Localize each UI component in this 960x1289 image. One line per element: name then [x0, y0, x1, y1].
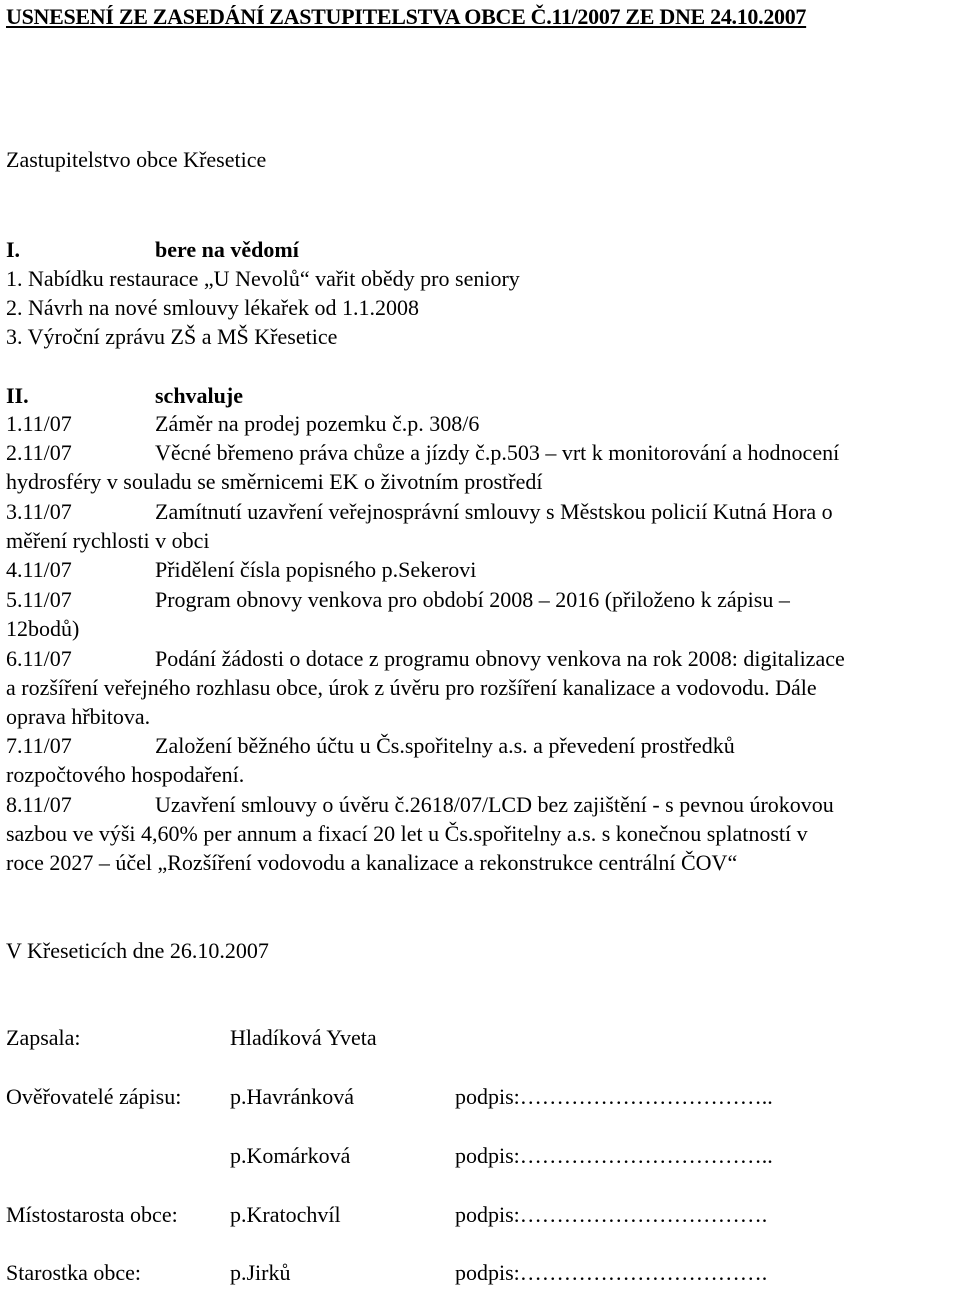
resolution-number: 6.11/07	[6, 646, 72, 671]
signature-row	[6, 1258, 946, 1288]
recorded-by-label: Zapsala:	[6, 1025, 81, 1050]
signature-row	[6, 1141, 946, 1171]
resolution-text: Přidělení čísla popisného p.Sekerovi	[155, 557, 477, 582]
section-1-number: I.	[6, 237, 21, 262]
resolution-number: 3.11/07	[6, 499, 72, 524]
acknowledged-item: 3. Výroční zprávu ZŠ a MŠ Křesetice	[6, 324, 338, 349]
resolution-number: 7.11/07	[6, 733, 72, 758]
signature-row	[6, 1200, 946, 1230]
signature-line: podpis:……………………………..	[455, 1143, 773, 1168]
council-name: Zastupitelstvo obce Křesetice	[6, 147, 267, 172]
resolution-text: Uzavření smlouvy o úvěru č.2618/07/LCD bez zajištění - s pevnou úrokovou	[155, 792, 834, 817]
resolution-text: Zamítnutí uzavření veřejnosprávní smlouvy s Městskou policií Kutná Hora o	[155, 499, 833, 524]
signature-role: Místostarosta obce:	[6, 1202, 178, 1227]
resolution-text: Podání žádosti o dotace z programu obnovy venkova na rok 2008: digitalizace	[155, 646, 845, 671]
signature-row	[6, 1082, 946, 1112]
resolution-text: oprava hřbitova.	[6, 704, 151, 729]
resolution-text: hydrosféry v souladu se směrnicemi EK o životním prostředí	[6, 469, 543, 494]
resolution-text: sazbou ve výši 4,60% per annum a fixací 20 let u Čs.spořitelny a.s. s konečnou splatností v	[6, 821, 808, 846]
signature-line: podpis:…………………………….	[455, 1260, 768, 1285]
acknowledged-item: 2. Návrh na nové smlouvy lékařek od 1.1.2008	[6, 295, 420, 320]
resolution-number: 5.11/07	[6, 587, 72, 612]
resolution-text: rozpočtového hospodaření.	[6, 762, 245, 787]
resolution-text: Program obnovy venkova pro období 2008 – 2016 (přiloženo k zápisu –	[155, 587, 790, 612]
acknowledged-item: 1. Nabídku restaurace „U Nevolů“ vařit obědy pro seniory	[6, 266, 520, 291]
resolution-text: Záměr na prodej pozemku č.p. 308/6	[155, 411, 480, 436]
resolution-text: roce 2027 – účel „Rozšíření vodovodu a kanalizace a rekonstrukce centrální ČOV“	[6, 850, 738, 875]
section-2-number: II.	[6, 383, 29, 408]
signature-name: p.Havránková	[230, 1084, 355, 1109]
signature-name: p.Komárková	[230, 1143, 351, 1168]
resolution-number: 4.11/07	[6, 557, 72, 582]
resolution-number: 1.11/07	[6, 411, 72, 436]
resolution-number: 8.11/07	[6, 792, 72, 817]
resolution-text: a rozšíření veřejného rozhlasu obce, úrok z úvěru pro rozšíření kanalizace a vodovodu. Dále	[6, 675, 817, 700]
resolution-text: měření rychlosti v obci	[6, 528, 210, 553]
resolution-number: 2.11/07	[6, 440, 72, 465]
signature-role: Ověřovatelé zápisu:	[6, 1084, 182, 1109]
signature-name: p.Kratochvíl	[230, 1202, 341, 1227]
signature-line: podpis:…………………………….	[455, 1202, 768, 1227]
resolution-text: Věcné břemeno práva chůze a jízdy č.p.503 – vrt k monitorování a hodnocení	[155, 440, 840, 465]
section-2-heading: schvaluje	[155, 383, 243, 408]
document-title: USNESENÍ ZE ZASEDÁNÍ ZASTUPITELSTVA OBCE Č.11/2007 ZE DNE 24.10.2007	[6, 4, 807, 29]
recorded-by-name: Hladíková Yveta	[230, 1025, 377, 1050]
recorded-by-row	[6, 1023, 946, 1053]
signature-line: podpis:……………………………..	[455, 1084, 773, 1109]
section-1-heading: bere na vědomí	[155, 237, 299, 262]
resolution-text: 12bodů)	[6, 616, 80, 641]
place-date: V Křeseticích dne 26.10.2007	[6, 938, 269, 963]
signature-role: Starostka obce:	[6, 1260, 142, 1285]
resolution-text: Založení běžného účtu u Čs.spořitelny a.s. a převedení prostředků	[155, 733, 735, 758]
signature-name: p.Jirků	[230, 1260, 291, 1285]
